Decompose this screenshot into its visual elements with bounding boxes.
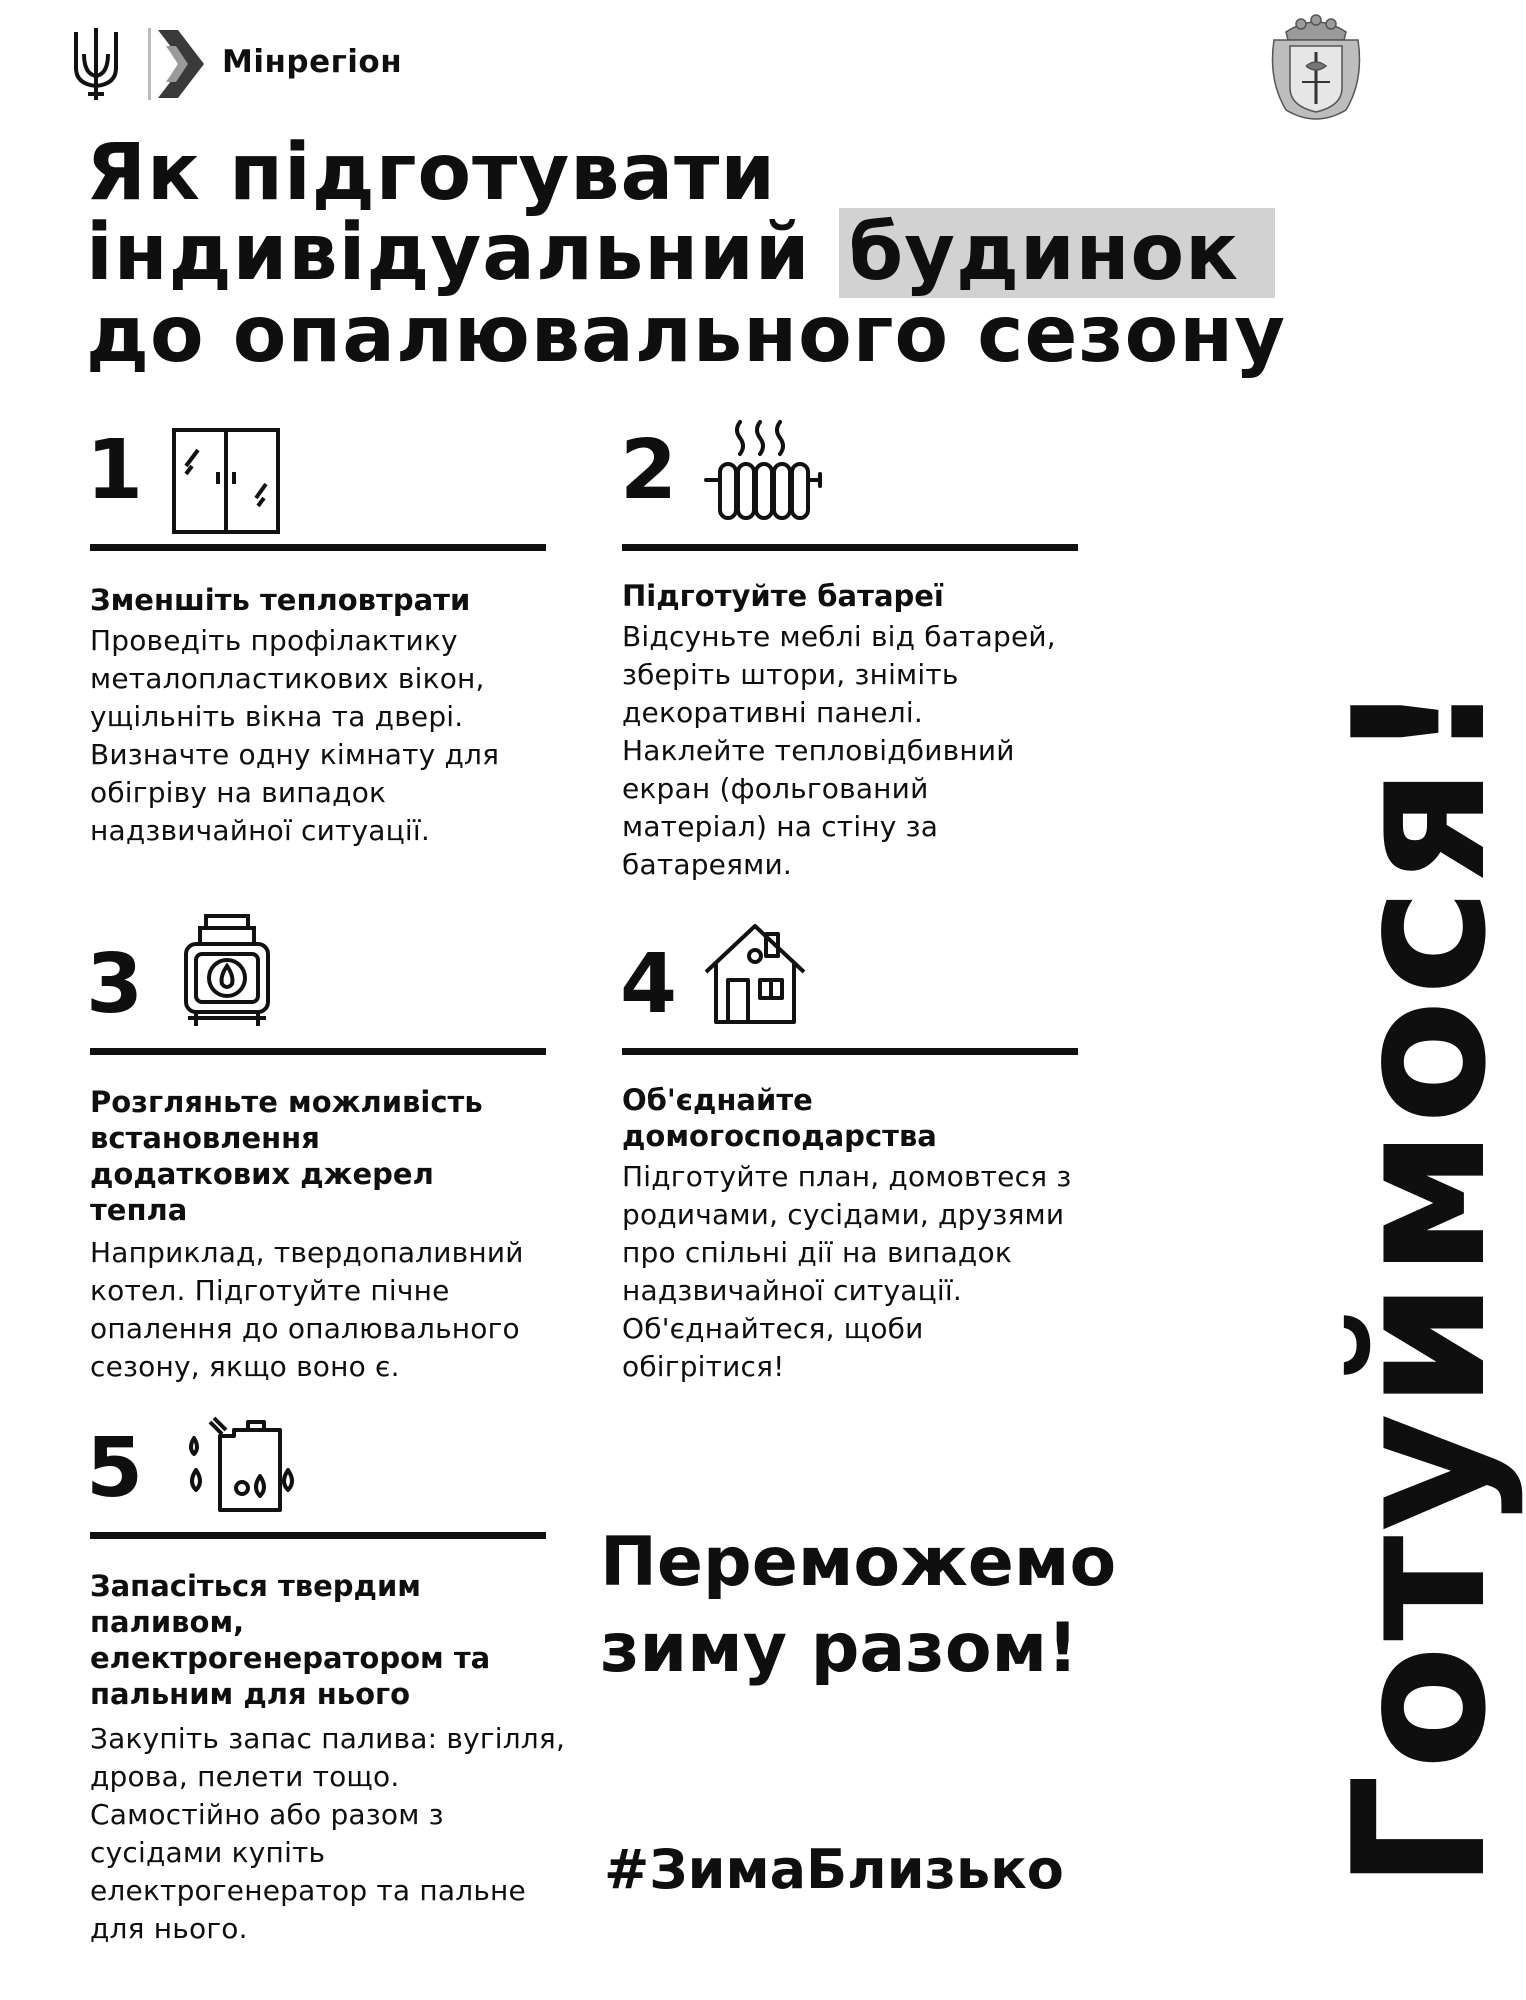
hashtag: #ЗимаБлизько: [604, 1838, 1064, 1901]
boiler-icon: [182, 914, 272, 1028]
radiator-icon: [704, 414, 824, 524]
fuel-canister-icon: [184, 1414, 296, 1514]
step-1-body: Проведіть профілактику металопластикових вікон, ущільніть вікна та двері. Визначте одну кімнату для обігріву на випадок надзвичайної ситуації.: [90, 624, 500, 847]
step-5-rule: [90, 1532, 546, 1539]
vertical-slogan: Готуймося!: [1314, 675, 1526, 1890]
step-5-body: Закупіть запас палива: вугілля, дрова, пелети тощо. Самостійно або разом з сусідами купіть електрогенератор та пальне для нього.: [90, 1722, 566, 1945]
step-3-body: Наприклад, твердопаливний котел. Підготуйте пічне опалення до опалювального сезону, якщо воно є.: [90, 1236, 524, 1383]
step-3-number: 3: [86, 937, 144, 1032]
ministry-name: Мінрегіон: [222, 44, 403, 80]
house-icon: [702, 920, 808, 1026]
step-2-heading: Підготуйте батареї: [622, 579, 944, 613]
window-icon: [172, 428, 280, 534]
slogan: [600, 1520, 1116, 1692]
step-5-heading: Запасіться твердим паливом, електрогенератором та пальним для нього: [90, 1569, 491, 1711]
step-4-body: Підготуйте план, домовтеся з родичами, сусідами, друзями про спільні дії на випадок надзвичайної ситуації. Об'єднайтеся, щоби обігрітися!: [622, 1160, 1072, 1383]
step-1-heading: Зменшіть тепловтрати: [90, 583, 471, 617]
step-1-rule: [90, 544, 546, 551]
step-2-rule: [622, 544, 1078, 551]
oblast-crest: [1266, 10, 1366, 130]
step-4-number: 4: [620, 937, 678, 1032]
slogan-line-2: зиму разом!: [600, 1609, 1079, 1688]
trident-icon: [70, 24, 122, 104]
step-3-rule: [90, 1048, 546, 1055]
title-line-2-start: індивідуальний: [86, 208, 839, 298]
step-3-heading: Розгляньте можливість встановлення додаткових джерел тепла: [90, 1085, 483, 1227]
title-line-2: [86, 210, 1275, 296]
title-highlight: будинок: [839, 208, 1275, 298]
step-5-number: 5: [86, 1421, 144, 1516]
title-line-3: до опалювального сезону: [86, 290, 1287, 380]
slogan-line-1: Переможемо: [600, 1523, 1117, 1602]
title-line-1: Як підготувати: [86, 128, 777, 218]
step-4-rule: [622, 1048, 1078, 1055]
step-4-heading: Об'єднайте домогосподарства: [622, 1083, 937, 1153]
step-1-number: 1: [86, 423, 144, 518]
minregion-logo: [148, 24, 206, 104]
step-2-body: Відсуньте меблі від батарей, зберіть штори, зніміть декоративні панелі. Наклейте тепловідбивний екран (фольгований матеріал) на стіну за батареями.: [622, 620, 1056, 881]
step-2-number: 2: [620, 423, 678, 518]
